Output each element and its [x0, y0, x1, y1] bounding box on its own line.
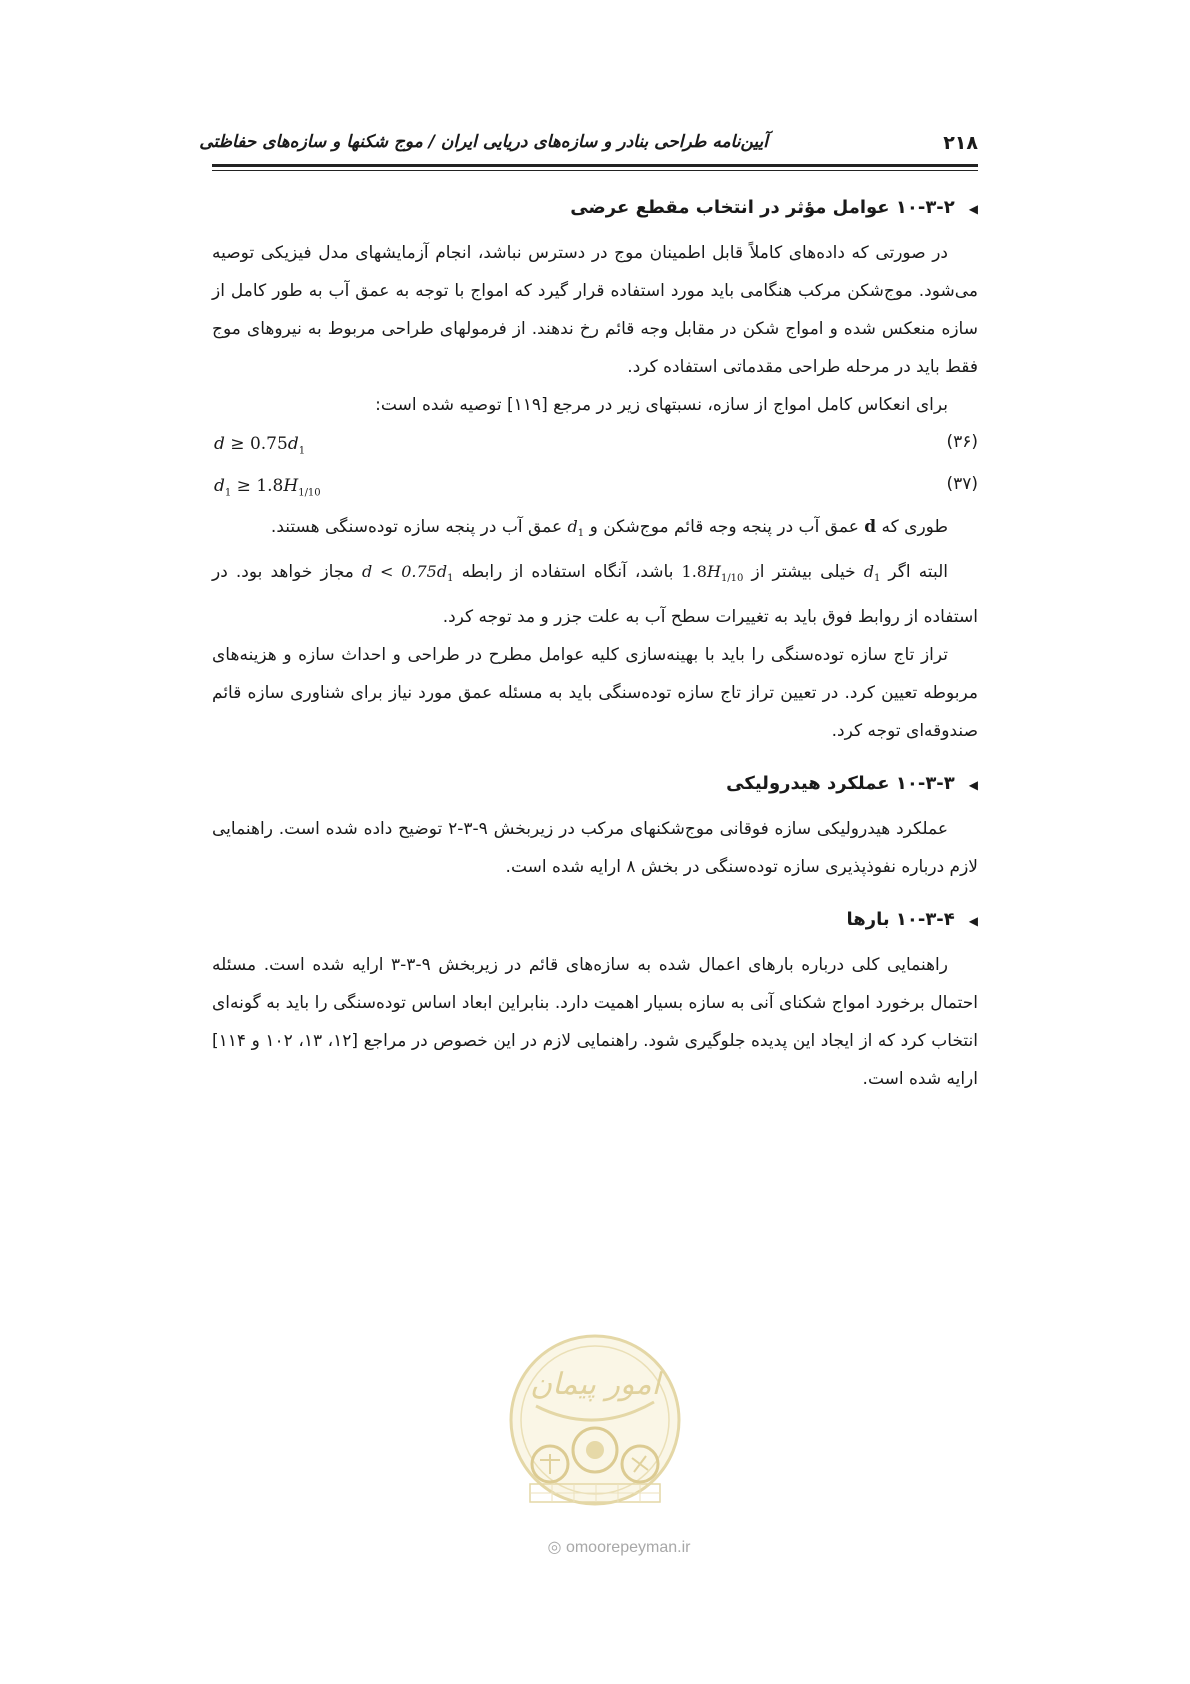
paragraph-loads: راهنمایی کلی درباره بارهای اعمال شده به سازه‌های قائم در زیربخش ۹-۳-۳ ارایه شده است. مسئله احتمال برخورد امواج شکنای آنی به سازه بسیار اهمیت دارد. بنابراین ابعاد اساس توده‌سنگی را باید به گونه‌ای انتخاب کرد که از ایجاد این پدیده جلوگیری شود. راهنمایی لازم در این خصوص در مراجع [۱۲، ۱۳، ۱۰۲ و ۱۱۴] ارایه شده است.	[212, 955, 979, 1090]
paragraph-reference: برای انعکاس کامل امواج از سازه، نسبتهای زیر در مرجع [۱۱۹] توصیه شده است:	[375, 395, 948, 415]
paragraph-crest: تراز تاج سازه توده‌سنگی را باید با بهینه‌سازی کلیه عوامل مطرح در طراحی و احداث سازه و هزینه‌های مربوطه تعیین کرد. در تعیین تراز تاج سازه توده‌سنگی باید به مسئله عمق مورد نیاز برای شناوری سازه قائم صندوقه‌ای توجه کرد.	[212, 645, 978, 742]
equation-36	[212, 424, 978, 466]
globe-icon: ◎	[547, 1539, 562, 1556]
svg-text:امور پیمان: امور پیمان	[530, 1367, 660, 1402]
paragraph-hydraulic: عملکرد هیدرولیکی سازه فوقانی موج‌شکنهای مرکب در زیربخش ۹-۳-۲ توضیح داده شده است. راهنمایی لازم درباره نفوذپذیری سازه توده‌سنگی در بخش ۸ ارایه شده است.	[212, 819, 978, 878]
paragraph-where: طوری که d عمق آب در پنجه وجه قائم موج‌شکن و $d_1$ عمق آب در پنجه سازه توده‌سنگی هستند.	[270, 517, 948, 540]
equation-37-number: (۳۷)	[946, 474, 978, 494]
triangle-left-icon: ◀	[968, 202, 978, 216]
paragraph-note: البته اگر $d_1$ خیلی بیشتر از $1.8H_{1/10}$ باشد، آنگاه استفاده از رابطه $d < 0.75d_1$ مجاز خواهد بود. در استفاده از روابط فوق باید به تغییرات سطح آب به علت جزر و مد توجه کرد.	[212, 562, 978, 628]
equation-37	[212, 466, 978, 508]
page-content	[212, 188, 978, 1098]
equation-36-number: (۳۶)	[946, 432, 978, 452]
watermark-site-url: ◎ omoorepeyman.ir	[547, 1539, 691, 1556]
page-header	[199, 128, 978, 164]
equation-36-formula: $d \ge 0.75d_1$	[214, 434, 306, 457]
page-number: ۲۱۸	[943, 132, 978, 154]
omoorepeyman-seal-logo	[496, 1332, 694, 1520]
triangle-left-icon: ◀	[968, 914, 978, 929]
paragraph-intro: در صورتی که داده‌های کاملاً قابل اطمینان موج در دسترس نباشد، انجام آزمایشهای مدل فیزیکی توصیه می‌شود. موج‌شکن مرکب هنگامی باید مورد استفاده قرار گیرد که امواج با توجه به عمق آب به طور کامل از سازه منعکس شده و امواج شکن در مقابل وجه قائم رخ ندهند. از فرمولهای طراحی مربوط به نیروهای موج فقط باید در مرحله طراحی مقدماتی استفاده کرد.	[212, 243, 978, 377]
section-heading-10-3-2: ◀۱۰-۳-۲ عوامل مؤثر در انتخاب مقطع عرضی	[212, 188, 978, 228]
equation-37-formula: $d_1 \ge 1.8H_{1/10}$	[214, 476, 321, 499]
triangle-left-icon: ◀	[968, 778, 978, 793]
header-rule-thick	[212, 164, 978, 167]
header-rule-thin	[212, 170, 978, 171]
section-heading-10-3-3: ◀۱۰-۳-۳ عملکرد هیدرولیکی	[212, 764, 978, 804]
section-heading-10-3-4: ◀۱۰-۳-۴ بارها	[212, 900, 978, 940]
header-title: آیین‌نامه طراحی بنادر و سازه‌های دریایی ایران / موج شکنها و سازه‌های حفاظتی	[199, 132, 768, 152]
